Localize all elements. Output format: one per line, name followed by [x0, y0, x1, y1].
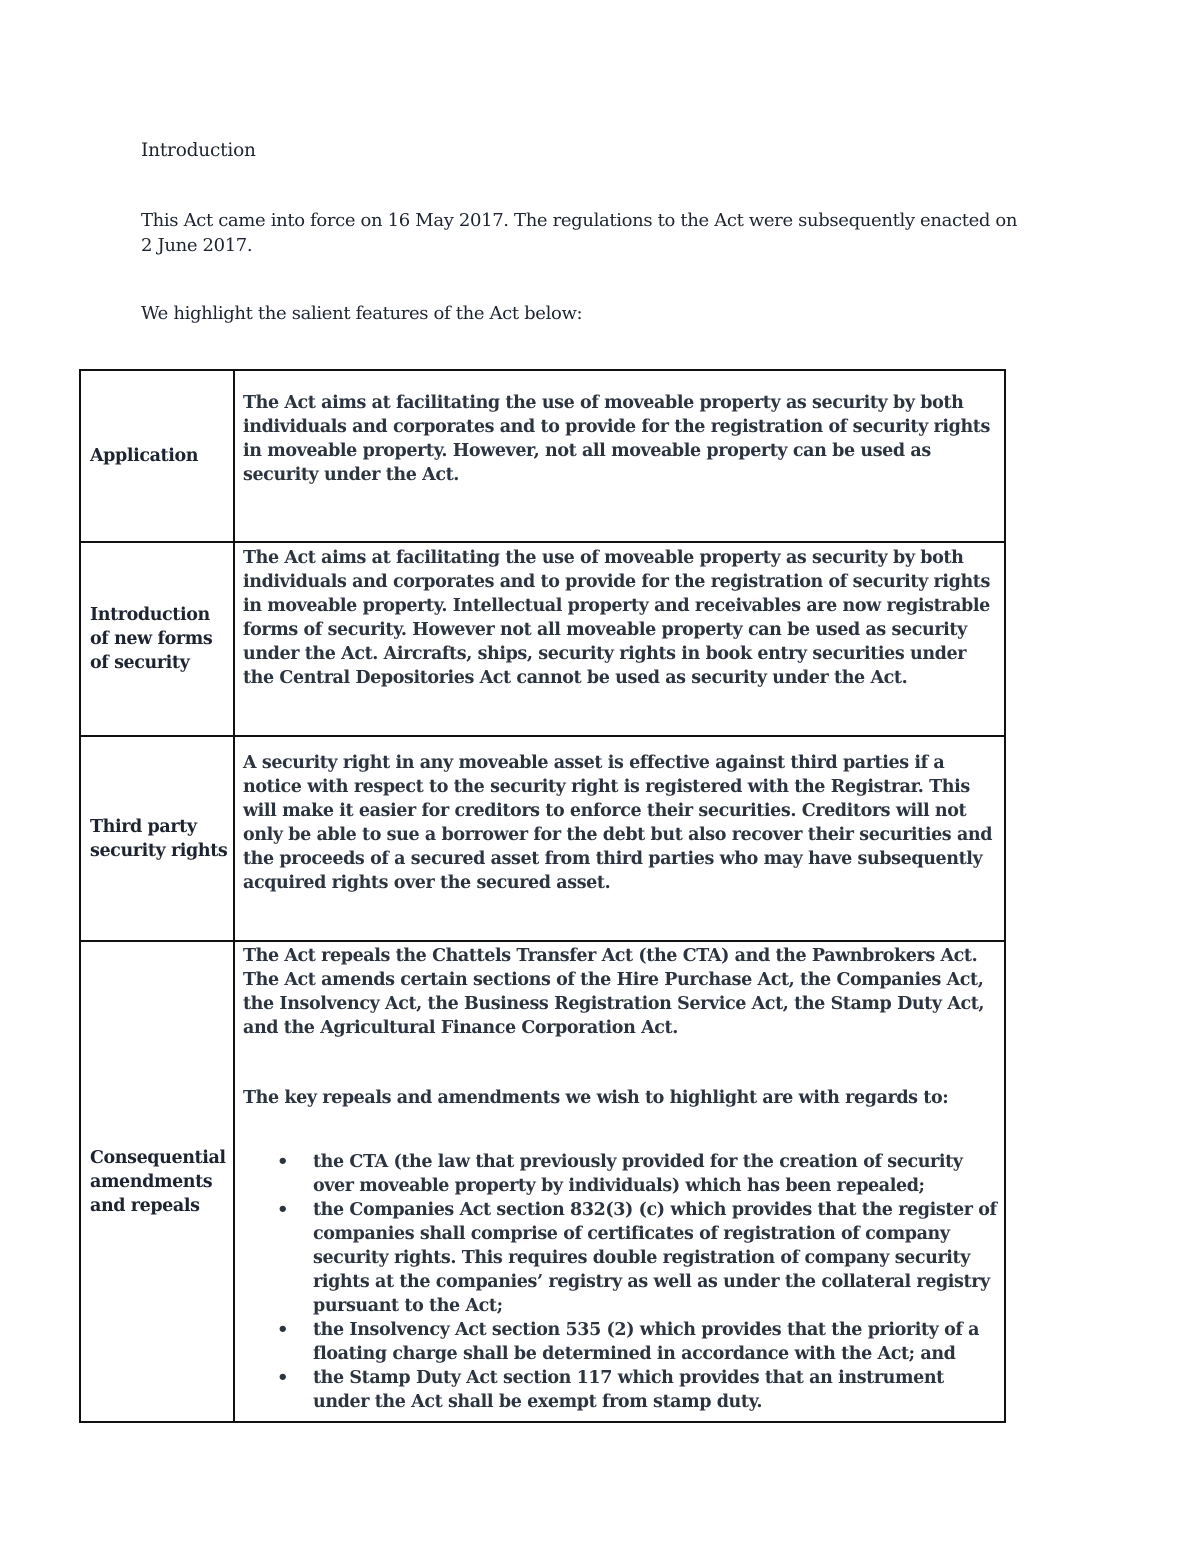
row-label: Introduction of new forms of security — [80, 542, 234, 736]
row-description — [234, 370, 1005, 542]
table-row — [80, 736, 1005, 941]
table-row — [80, 370, 1005, 542]
row-label: Consequential amendments and repeals — [80, 941, 234, 1422]
lead-paragraph: We highlight the salient features of the Act below: — [141, 303, 583, 324]
list-item: • the Stamp Duty Act section 117 which provides that an instrument under the Act shall be exempt from stamp duty. — [313, 1366, 998, 1414]
list-item: • the CTA (the law that previously provided for the creation of security over moveable property by individuals) which has been repealed; — [313, 1150, 998, 1198]
description-paragraph-1: The Act repeals the Chattels Transfer Act (the CTA) and the Pawnbrokers Act. The Act amends certain sections of the Hire Purchase Act, the Companies Act, the Insolvency Act, the Business Registration Service Act, the Stamp Duty Act, and the Agricultural Finance Corporation Act. — [243, 946, 985, 1038]
row-label: Third party security rights — [80, 736, 234, 941]
description-text: The Act aims at facilitating the use of moveable property as security by both individuals and corporates and to provide for the registration of security rights in moveable property. However, not all moveable property can be used as security under the Act. — [243, 393, 990, 485]
features-table — [79, 369, 1006, 1423]
section-heading: Introduction — [141, 140, 256, 161]
description-text: The Act aims at facilitating the use of moveable property as security by both individuals and corporates and to provide for the registration of security rights in moveable property. Intellectual property and receivables are now registrable forms of security. However not all moveable property can be used as security under the Act. Aircrafts, ships, security rights in book entry securities under the Central Depositories Act cannot be used as security under the Act. — [243, 548, 990, 688]
description-text: A security right in any moveable asset is effective against third parties if a notice with respect to the security right is registered with the Registrar. This will make it easier for creditors to enforce their securities. Creditors will not only be able to sue a borrower for the debt but also recover their securities and the proceeds of a secured asset from third parties who may have subsequently acquired rights over the secured asset. — [243, 753, 993, 893]
table-row — [80, 941, 1005, 1422]
row-description — [234, 941, 1005, 1422]
amendments-list — [243, 1150, 998, 1414]
row-label: Application — [80, 370, 234, 542]
list-item: • the Companies Act section 832(3) (c) which provides that the register of companies shall comprise of certificates of registration of company security rights. This requires double registration of company security rights at the companies’ registry as well as under the collateral registry pursuant to the Act; — [313, 1198, 998, 1318]
row-description — [234, 736, 1005, 941]
table-row — [80, 542, 1005, 736]
list-item: • the Insolvency Act section 535 (2) which provides that the priority of a floating charge shall be determined in accordance with the Act; and — [313, 1318, 998, 1366]
intro-paragraph: This Act came into force on 16 May 2017. The regulations to the Act were subsequently enacted on 2 June 2017. — [141, 210, 1018, 256]
description-paragraph-2: The key repeals and amendments we wish to highlight are with regards to: — [243, 1088, 949, 1108]
row-description — [234, 542, 1005, 736]
